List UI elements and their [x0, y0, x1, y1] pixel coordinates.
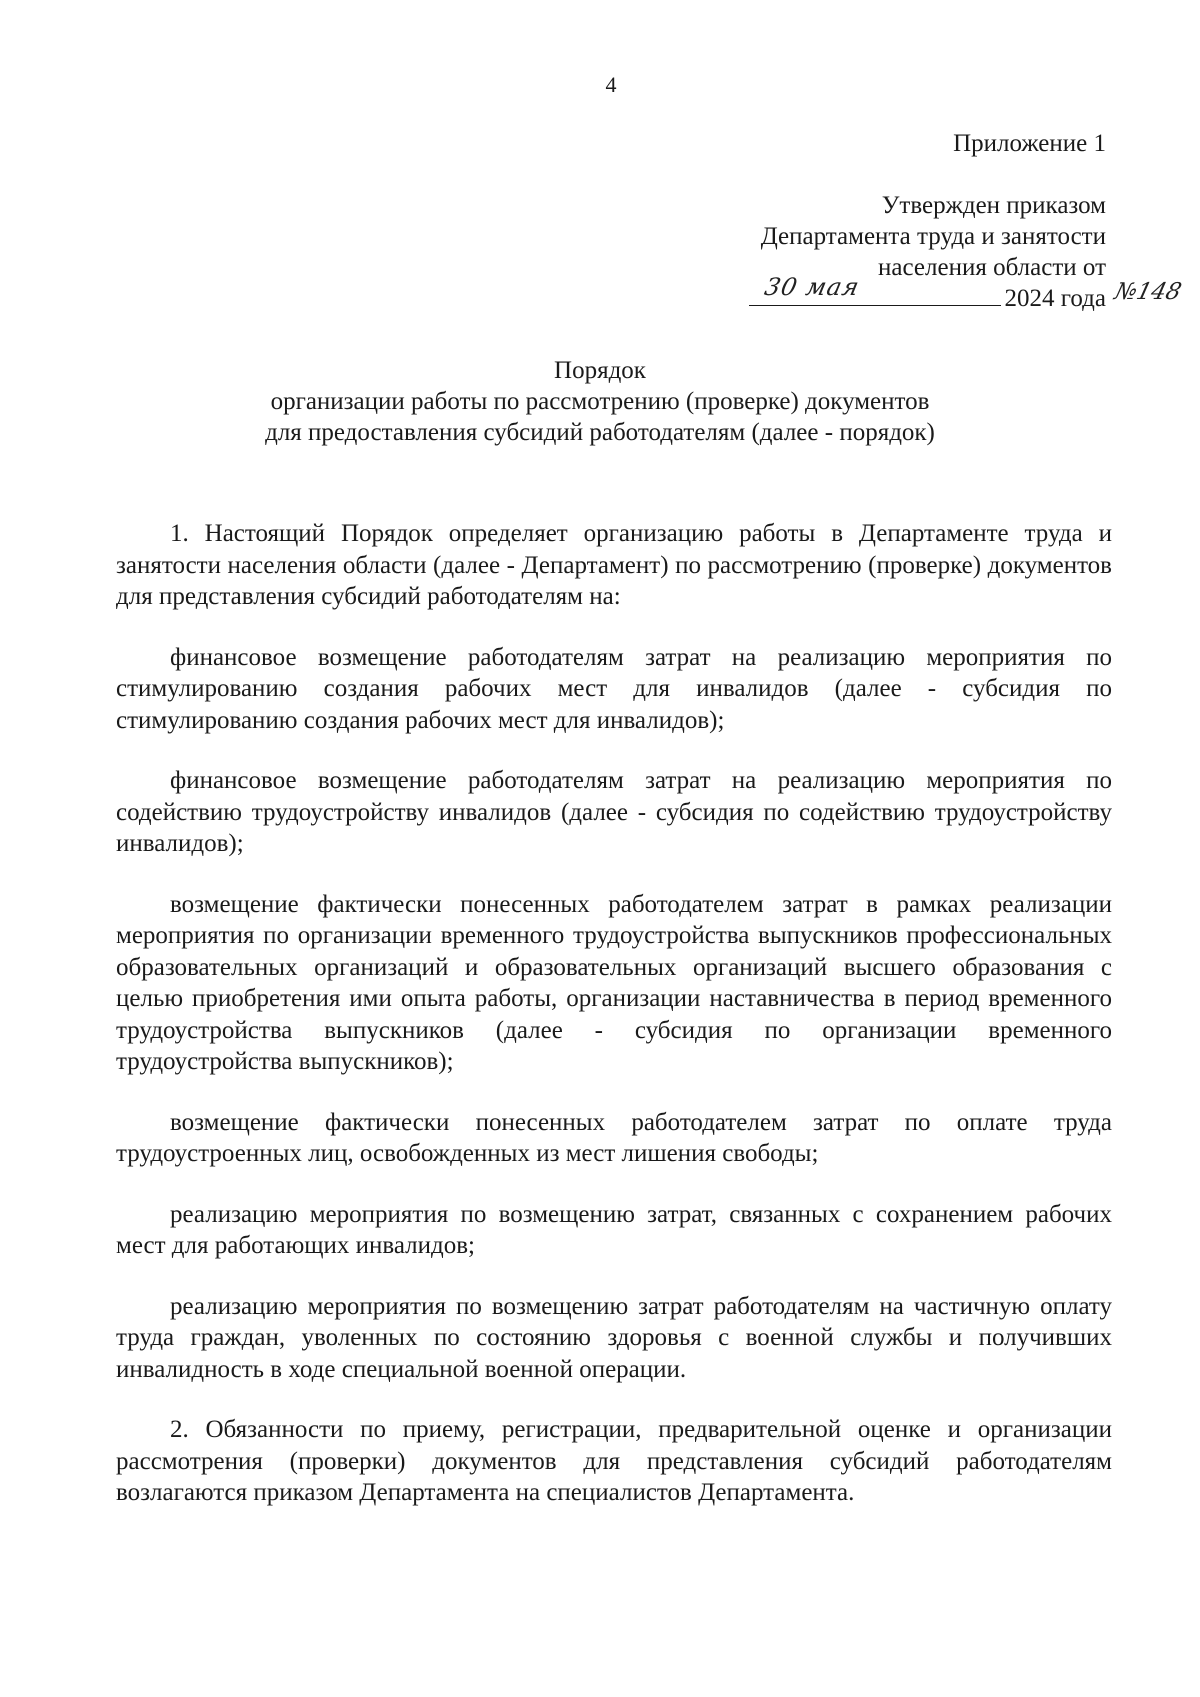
handwritten-date: 30 мая	[761, 273, 862, 301]
approval-line-2: Департамента труда и занятости	[760, 223, 1106, 250]
paragraph-5: возмещение фактически понесенных работодателем затрат по оплате труда трудоустроенных лиц, освобожденных из мест лишения свободы;	[116, 1108, 1112, 1167]
paragraph-2: финансовое возмещение работодателям затрат на реализацию мероприятия по стимулированию создания рабочих мест для инвалидов (далее - субсидия по стимулированию создания рабочих мест для инвалидов);	[116, 643, 1112, 734]
paragraph-8: 2. Обязанности по приему, регистрации, предварительной оценке и организации рассмотрения (проверки) документов для представления субсидий работодателям возлагаются приказом Департамента на специалистов Департамента.	[116, 1416, 1112, 1506]
title-heading: Порядок	[554, 357, 646, 384]
approval-year: 2024 года	[1004, 285, 1106, 312]
approval-line-1: Утвержден приказом	[881, 192, 1106, 219]
paragraph-7: реализацию мероприятия по возмещению затрат работодателям на частичную оплату труда граждан, уволенных по состоянию здоровья с военной службы и получивших инвалидность в ходе специальной военной операции.	[116, 1292, 1112, 1383]
title-line-2: для предоставления субсидий работодателям (далее - порядок)	[265, 419, 935, 446]
page-number: 4	[605, 72, 617, 97]
paragraph-1: 1. Настоящий Порядок определяет организацию работы в Департаменте труда и занятости населения области (далее - Департамент) по рассмотрению (проверке) документов для представления субсидий работодателям на:	[116, 520, 1112, 610]
paragraph-6: реализацию мероприятия по возмещению затрат, связанных с сохранением рабочих мест для работающих инвалидов;	[116, 1200, 1112, 1259]
paragraph-4: возмещение фактически понесенных работодателем затрат в рамках реализации мероприятия по организации временного трудоустройства выпускников профессиональных образовательных организаций и образовательных организаций высшего образования с целью приобретения ими опыта работы, организации наставничества в период временного трудоустройства выпускников (далее - субсидия по организации временного трудоустройства выпускников);	[116, 890, 1112, 1075]
approval-line-3: населения области от	[878, 254, 1106, 281]
paragraph-3: финансовое возмещение работодателям затрат на реализацию мероприятия по содействию трудоустройству инвалидов (далее - субсидия по содействию трудоустройству инвалидов);	[116, 767, 1112, 857]
date-blank-underline	[749, 273, 1001, 306]
handwritten-order-number: №148	[1112, 279, 1185, 305]
approval-date-line	[749, 273, 1185, 314]
title-line-1: организации работы по рассмотрению (проверке) документов	[270, 388, 930, 415]
approval-block	[749, 128, 1185, 314]
appendix-label: Приложение 1	[953, 130, 1106, 157]
document-body	[116, 518, 1112, 1538]
document-title	[130, 355, 1070, 448]
